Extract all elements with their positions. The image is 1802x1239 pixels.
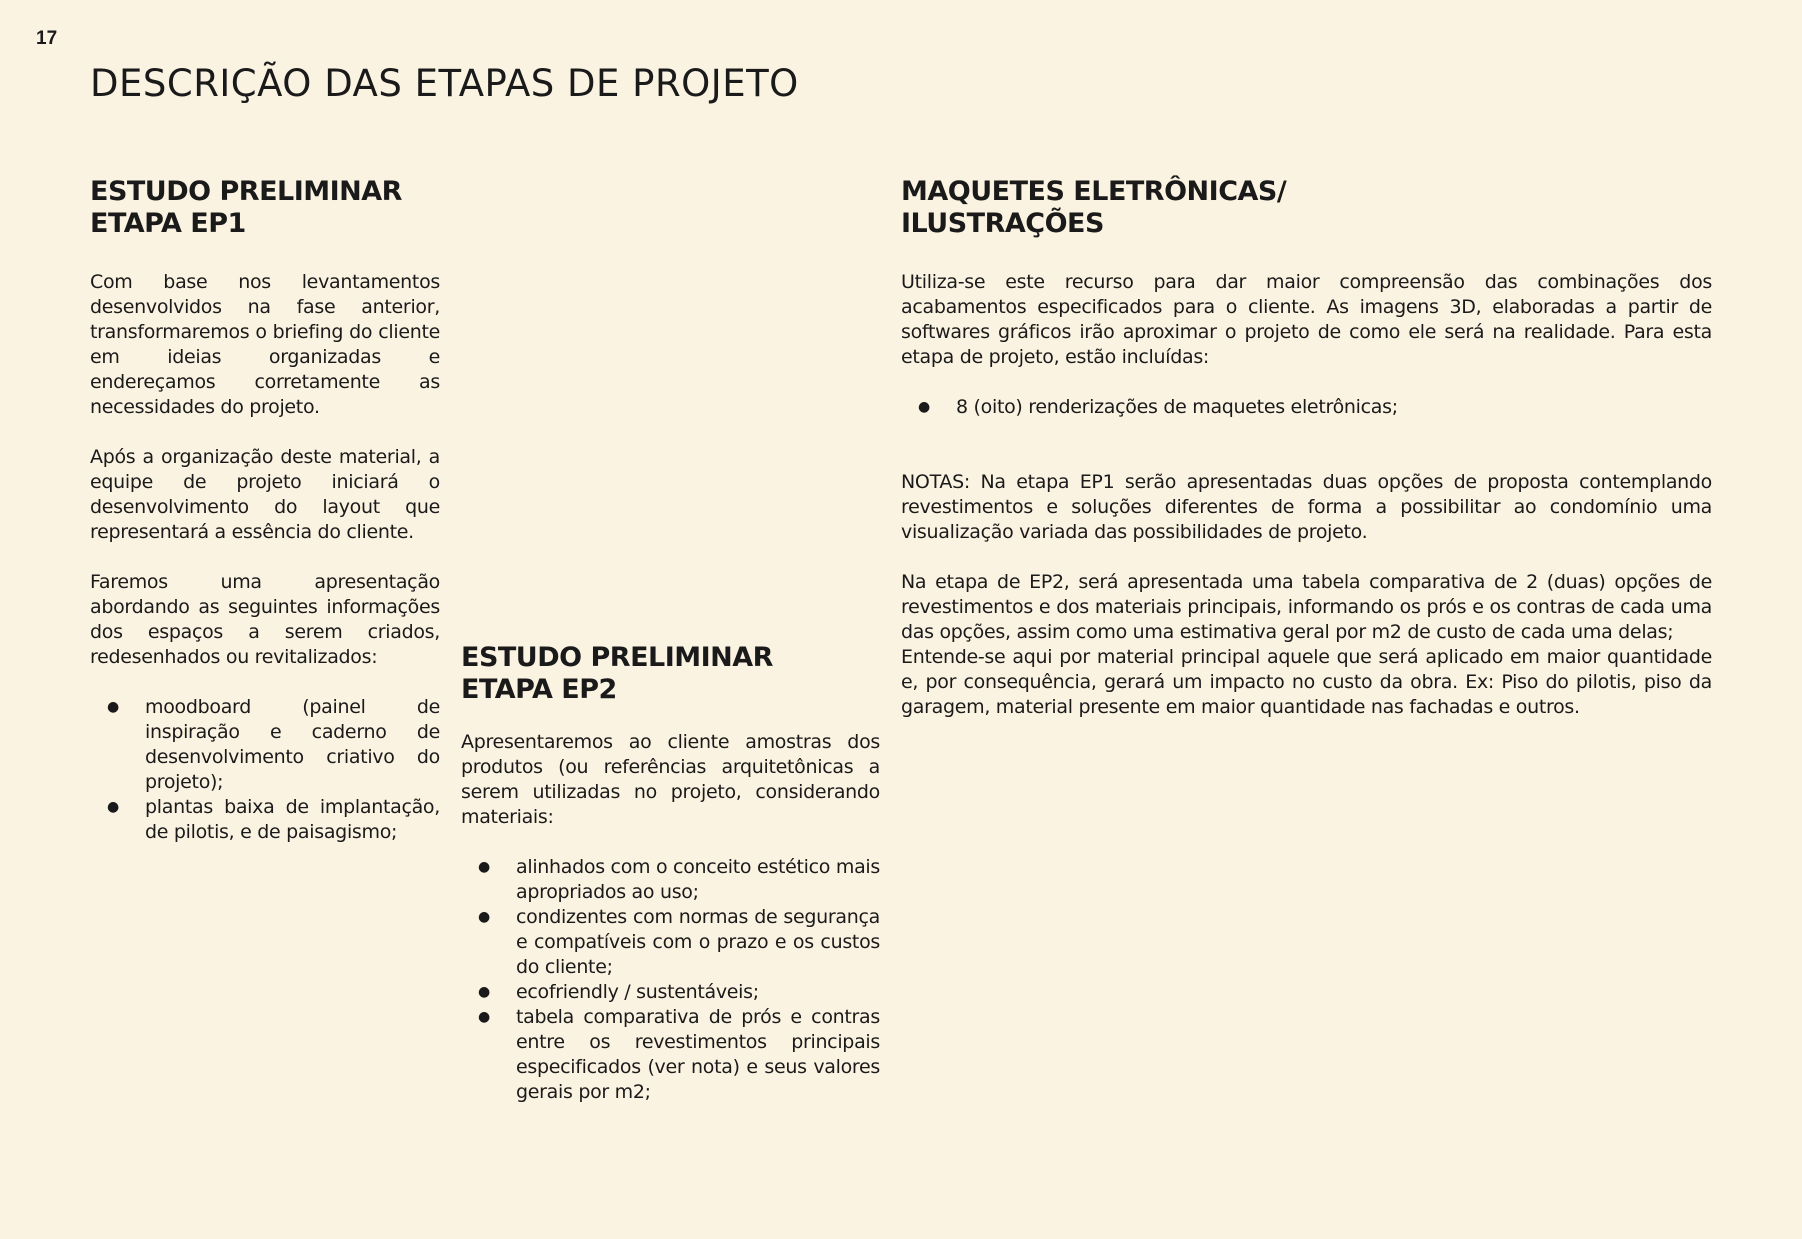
ep1-paragraph-1: Com base nos levantamentos desenvolvidos na fase anterior, transformaremos o briefing do cliente em ideias organizadas e endereçamos corretamente as necessidades do projeto.: [90, 271, 440, 418]
maquetes-bullet-list: [901, 395, 1712, 420]
maquetes-heading-line2: ILUSTRAÇÕES: [901, 208, 1104, 239]
ep2-bullet-list: [461, 855, 880, 1105]
ep2-notes-paragraph: Na etapa de EP2, será apresentada uma tabela comparativa de 2 (duas) opções de revestimentos e dos materiais principais, informando os prós e os contras de cada uma das opções, assim como uma estimativa geral por m2 de custo de cada uma delas;: [901, 571, 1712, 643]
ep2-paragraph-1: Apresentaremos ao cliente amostras dos produtos (ou referências arquitetônicas a serem utilizadas no projeto, considerando materiais:: [461, 731, 880, 828]
section-ep1: [90, 176, 440, 845]
list-item: ● plantas baixa de implantação, de pilotis, e de paisagismo;: [107, 796, 440, 843]
bullet-icon: ●: [478, 909, 490, 925]
list-item: ● condizentes com normas de segurança e compatíveis com o prazo e os custos do cliente;: [478, 906, 880, 978]
maquetes-paragraph-1: Utiliza-se este recurso para dar maior compreensão das combinações dos acabamentos especificados para o cliente. As imagens 3D, elaboradas a partir de softwares gráficos irão aproximar o projeto de como ele será na realidade. Para esta etapa de projeto, estão incluídas:: [901, 271, 1712, 368]
list-item: ● ecofriendly / sustentáveis;: [478, 981, 759, 1003]
ep1-heading-line1: ESTUDO PRELIMINAR: [90, 176, 402, 207]
bullet-icon: ●: [478, 984, 490, 1000]
page-number: 17: [36, 28, 58, 49]
bullet-icon: ●: [918, 399, 930, 415]
section-maquetes: [901, 176, 1712, 720]
ep2-heading-line2: ETAPA EP2: [461, 674, 617, 705]
ep1-heading: [90, 176, 440, 240]
list-item: ● alinhados com o conceito estético mais apropriados ao uso;: [478, 856, 880, 903]
ep1-paragraph-3: Faremos uma apresentação abordando as seguintes informações dos espaços a serem criados, redesenhados ou revitalizados:: [90, 571, 440, 668]
bullet-icon: ●: [478, 1009, 490, 1025]
page-title: DESCRIÇÃO DAS ETAPAS DE PROJETO: [90, 62, 799, 105]
ep1-bullet-list: [90, 695, 440, 845]
list-item: ● moodboard (painel de inspiração e caderno de desenvolvimento criativo do projeto);: [107, 696, 440, 793]
ep2-heading-line1: ESTUDO PRELIMINAR: [461, 642, 773, 673]
material-notes-paragraph: Entende-se aqui por material principal aquele que será aplicado em maior quantidade e, por consequência, gerará um impacto no custo da obra. Ex: Piso do pilotis, piso da garagem, material presente em maior quantidade nas fachadas e outros.: [901, 646, 1712, 718]
ep1-paragraph-2: Após a organização deste material, a equipe de projeto iniciará o desenvolvimento do layout que representará a essência do cliente.: [90, 446, 440, 543]
list-item: ● 8 (oito) renderizações de maquetes eletrônicas;: [918, 396, 1398, 418]
bullet-icon: ●: [107, 799, 119, 815]
ep1-heading-line2: ETAPA EP1: [90, 208, 246, 239]
notes-paragraph: NOTAS: Na etapa EP1 serão apresentadas duas opções de proposta contemplando revestimentos e soluções diferentes de forma a possibilitar ao condomínio uma visualização variada das possibilidades de projeto.: [901, 471, 1712, 543]
maquetes-heading-line1: MAQUETES ELETRÔNICAS/: [901, 176, 1287, 207]
section-ep2: [461, 642, 880, 1105]
ep2-heading: [461, 642, 880, 706]
bullet-icon: ●: [478, 859, 490, 875]
list-item: ● tabela comparativa de prós e contras entre os revestimentos principais especificados (ver nota) e seus valores gerais por m2;: [478, 1006, 880, 1103]
maquetes-heading: [901, 176, 1712, 240]
bullet-icon: ●: [107, 699, 119, 715]
